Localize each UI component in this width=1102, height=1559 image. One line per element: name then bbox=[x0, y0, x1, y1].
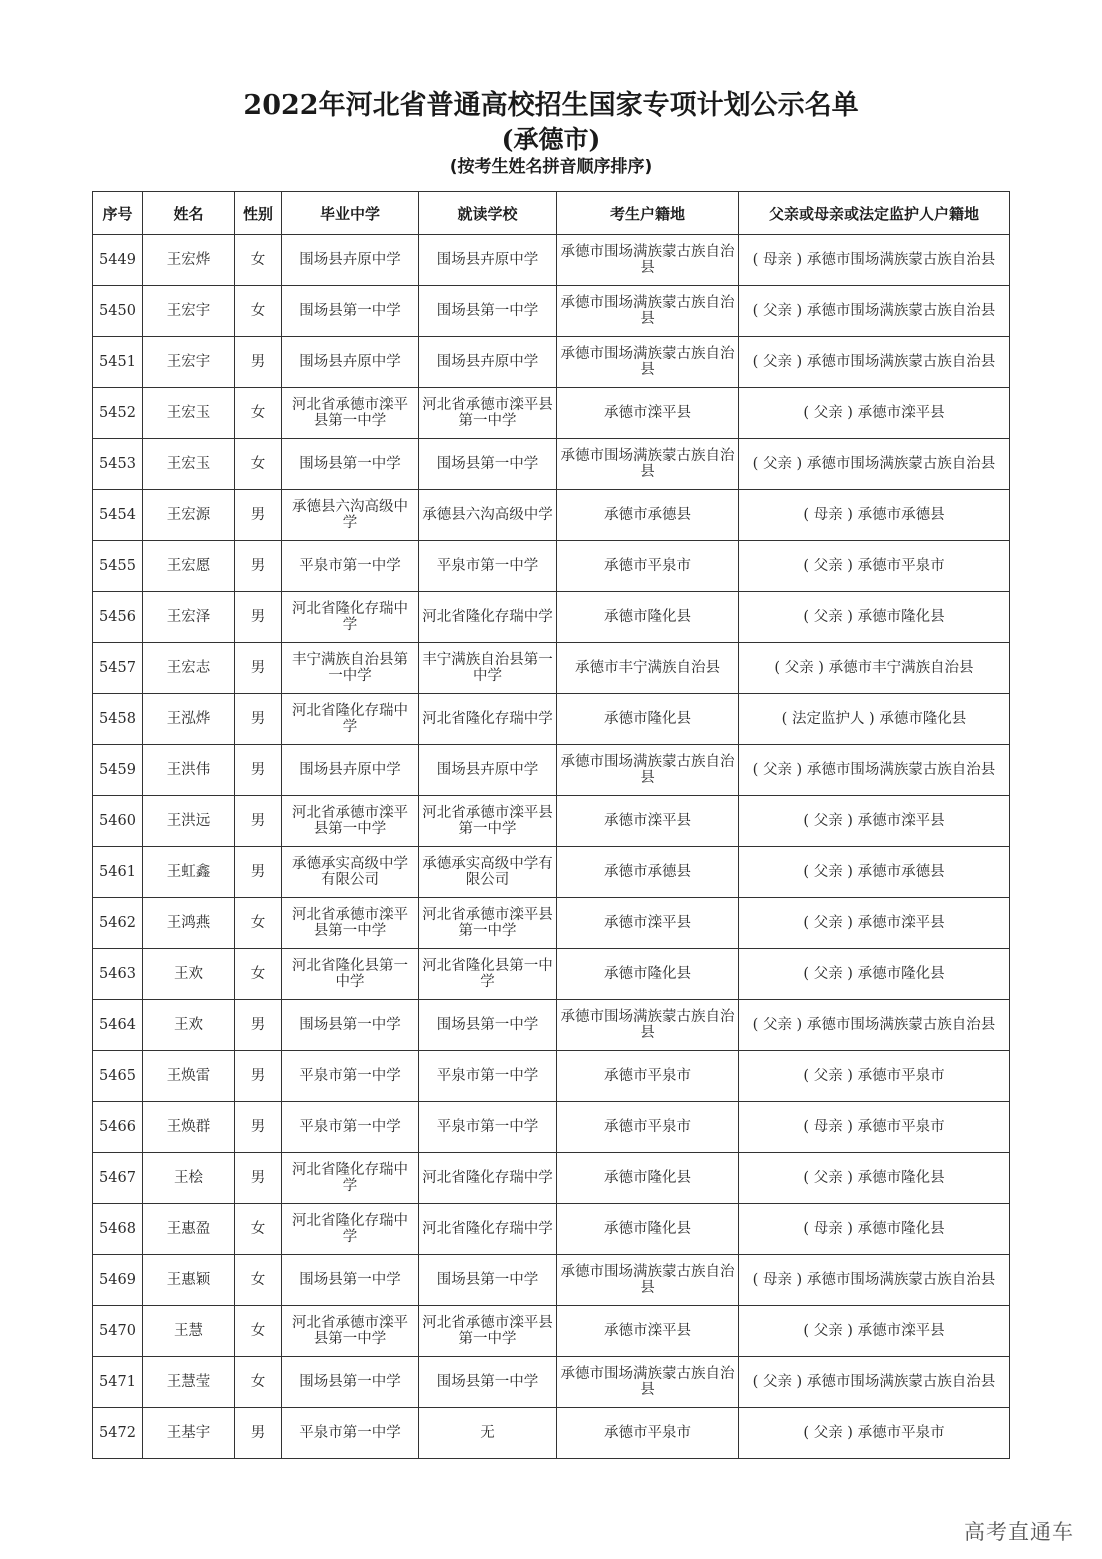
cell-name: 王宏玉 bbox=[143, 439, 235, 490]
cell-student-residence: 承德市平泉市 bbox=[557, 541, 739, 592]
cell-current-school: 平泉市第一中学 bbox=[419, 541, 557, 592]
cell-name: 王宏宇 bbox=[143, 337, 235, 388]
cell-guardian-residence: ( 母亲 ) 承德市围场满族蒙古族自治县 bbox=[739, 1255, 1010, 1306]
cell-gender: 女 bbox=[235, 1306, 282, 1357]
cell-current-school: 承德县六沟高级中学 bbox=[419, 490, 557, 541]
cell-current-school: 丰宁满族自治县第一中学 bbox=[419, 643, 557, 694]
table-row bbox=[93, 541, 1010, 592]
cell-graduation-school: 平泉市第一中学 bbox=[282, 1051, 419, 1102]
cell-guardian-residence: ( 父亲 ) 承德市滦平县 bbox=[739, 1306, 1010, 1357]
table-row bbox=[93, 1357, 1010, 1408]
cell-current-school: 围场县第一中学 bbox=[419, 1357, 557, 1408]
cell-graduation-school: 河北省承德市滦平县第一中学 bbox=[282, 388, 419, 439]
cell-guardian-residence: ( 父亲 ) 承德市围场满族蒙古族自治县 bbox=[739, 745, 1010, 796]
cell-gender: 女 bbox=[235, 439, 282, 490]
cell-seq: 5470 bbox=[93, 1306, 143, 1357]
cell-student-residence: 承德市丰宁满族自治县 bbox=[557, 643, 739, 694]
col-header-graduation-school: 毕业中学 bbox=[282, 192, 419, 235]
cell-guardian-residence: ( 父亲 ) 承德市滦平县 bbox=[739, 388, 1010, 439]
cell-name: 王洪远 bbox=[143, 796, 235, 847]
cell-seq: 5459 bbox=[93, 745, 143, 796]
cell-seq: 5453 bbox=[93, 439, 143, 490]
table-row bbox=[93, 1408, 1010, 1459]
cell-seq: 5472 bbox=[93, 1408, 143, 1459]
cell-name: 王惠盈 bbox=[143, 1204, 235, 1255]
cell-gender: 男 bbox=[235, 1102, 282, 1153]
table-row bbox=[93, 388, 1010, 439]
cell-seq: 5454 bbox=[93, 490, 143, 541]
cell-graduation-school: 河北省隆化存瑞中学 bbox=[282, 1153, 419, 1204]
cell-graduation-school: 河北省隆化存瑞中学 bbox=[282, 694, 419, 745]
col-header-guardian-residence: 父亲或母亲或法定监护人户籍地 bbox=[739, 192, 1010, 235]
cell-student-residence: 承德市围场满族蒙古族自治县 bbox=[557, 1357, 739, 1408]
cell-seq: 5464 bbox=[93, 1000, 143, 1051]
table-row bbox=[93, 235, 1010, 286]
table-row bbox=[93, 796, 1010, 847]
cell-graduation-school: 围场县卉原中学 bbox=[282, 235, 419, 286]
cell-seq: 5451 bbox=[93, 337, 143, 388]
document-title: 2022年河北省普通高校招生国家专项计划公示名单 bbox=[243, 90, 859, 121]
cell-student-residence: 承德市围场满族蒙古族自治县 bbox=[557, 1000, 739, 1051]
cell-seq: 5465 bbox=[93, 1051, 143, 1102]
cell-name: 王宏源 bbox=[143, 490, 235, 541]
col-header-gender: 性别 bbox=[235, 192, 282, 235]
cell-current-school: 围场县第一中学 bbox=[419, 1000, 557, 1051]
table-row bbox=[93, 847, 1010, 898]
cell-seq: 5456 bbox=[93, 592, 143, 643]
cell-guardian-residence: ( 母亲 ) 承德市隆化县 bbox=[739, 1204, 1010, 1255]
cell-current-school: 河北省承德市滦平县第一中学 bbox=[419, 1306, 557, 1357]
col-header-name: 姓名 bbox=[143, 192, 235, 235]
cell-graduation-school: 平泉市第一中学 bbox=[282, 1102, 419, 1153]
cell-seq: 5468 bbox=[93, 1204, 143, 1255]
cell-gender: 女 bbox=[235, 286, 282, 337]
cell-student-residence: 承德市围场满族蒙古族自治县 bbox=[557, 235, 739, 286]
cell-guardian-residence: ( 父亲 ) 承德市围场满族蒙古族自治县 bbox=[739, 1357, 1010, 1408]
table-header-row bbox=[93, 192, 1010, 235]
cell-student-residence: 承德市平泉市 bbox=[557, 1408, 739, 1459]
cell-gender: 男 bbox=[235, 796, 282, 847]
cell-student-residence: 承德市隆化县 bbox=[557, 1204, 739, 1255]
cell-guardian-residence: ( 父亲 ) 承德市平泉市 bbox=[739, 1408, 1010, 1459]
cell-name: 王慧莹 bbox=[143, 1357, 235, 1408]
cell-name: 王桧 bbox=[143, 1153, 235, 1204]
cell-name: 王宏宇 bbox=[143, 286, 235, 337]
cell-graduation-school: 承德承实高级中学有限公司 bbox=[282, 847, 419, 898]
cell-graduation-school: 平泉市第一中学 bbox=[282, 1408, 419, 1459]
cell-graduation-school: 河北省承德市滦平县第一中学 bbox=[282, 1306, 419, 1357]
cell-current-school: 平泉市第一中学 bbox=[419, 1051, 557, 1102]
cell-guardian-residence: ( 母亲 ) 承德市承德县 bbox=[739, 490, 1010, 541]
cell-graduation-school: 围场县第一中学 bbox=[282, 1255, 419, 1306]
cell-gender: 女 bbox=[235, 898, 282, 949]
cell-name: 王欢 bbox=[143, 949, 235, 1000]
cell-graduation-school: 河北省隆化存瑞中学 bbox=[282, 1204, 419, 1255]
table-row bbox=[93, 1051, 1010, 1102]
cell-gender: 女 bbox=[235, 949, 282, 1000]
cell-name: 王宏志 bbox=[143, 643, 235, 694]
cell-guardian-residence: ( 父亲 ) 承德市承德县 bbox=[739, 847, 1010, 898]
cell-student-residence: 承德市滦平县 bbox=[557, 796, 739, 847]
cell-seq: 5471 bbox=[93, 1357, 143, 1408]
cell-student-residence: 承德市承德县 bbox=[557, 490, 739, 541]
admission-roster-table bbox=[92, 191, 1010, 1459]
cell-current-school: 河北省隆化存瑞中学 bbox=[419, 1204, 557, 1255]
table-row bbox=[93, 1306, 1010, 1357]
cell-name: 王虹鑫 bbox=[143, 847, 235, 898]
cell-current-school: 围场县卉原中学 bbox=[419, 337, 557, 388]
table-row bbox=[93, 1204, 1010, 1255]
cell-graduation-school: 围场县第一中学 bbox=[282, 1357, 419, 1408]
cell-current-school: 河北省隆化存瑞中学 bbox=[419, 694, 557, 745]
cell-student-residence: 承德市隆化县 bbox=[557, 694, 739, 745]
cell-student-residence: 承德市滦平县 bbox=[557, 388, 739, 439]
cell-gender: 女 bbox=[235, 388, 282, 439]
table-row bbox=[93, 1255, 1010, 1306]
cell-guardian-residence: ( 父亲 ) 承德市围场满族蒙古族自治县 bbox=[739, 337, 1010, 388]
cell-seq: 5469 bbox=[93, 1255, 143, 1306]
col-header-seq: 序号 bbox=[93, 192, 143, 235]
cell-name: 王泓烨 bbox=[143, 694, 235, 745]
cell-name: 王慧 bbox=[143, 1306, 235, 1357]
cell-current-school: 围场县第一中学 bbox=[419, 1255, 557, 1306]
cell-seq: 5462 bbox=[93, 898, 143, 949]
cell-student-residence: 承德市隆化县 bbox=[557, 592, 739, 643]
cell-seq: 5457 bbox=[93, 643, 143, 694]
cell-graduation-school: 河北省承德市滦平县第一中学 bbox=[282, 898, 419, 949]
cell-guardian-residence: ( 父亲 ) 承德市隆化县 bbox=[739, 949, 1010, 1000]
cell-guardian-residence: ( 父亲 ) 承德市滦平县 bbox=[739, 898, 1010, 949]
cell-student-residence: 承德市围场满族蒙古族自治县 bbox=[557, 286, 739, 337]
cell-current-school: 无 bbox=[419, 1408, 557, 1459]
cell-current-school: 河北省隆化存瑞中学 bbox=[419, 592, 557, 643]
cell-gender: 女 bbox=[235, 235, 282, 286]
cell-gender: 男 bbox=[235, 1000, 282, 1051]
cell-seq: 5467 bbox=[93, 1153, 143, 1204]
table-body bbox=[93, 235, 1010, 1459]
cell-graduation-school: 河北省隆化县第一中学 bbox=[282, 949, 419, 1000]
table-row bbox=[93, 490, 1010, 541]
cell-guardian-residence: ( 父亲 ) 承德市围场满族蒙古族自治县 bbox=[739, 439, 1010, 490]
cell-current-school: 围场县卉原中学 bbox=[419, 235, 557, 286]
col-header-student-residence: 考生户籍地 bbox=[557, 192, 739, 235]
cell-student-residence: 承德市围场满族蒙古族自治县 bbox=[557, 745, 739, 796]
cell-seq: 5461 bbox=[93, 847, 143, 898]
cell-gender: 男 bbox=[235, 1408, 282, 1459]
cell-name: 王洪伟 bbox=[143, 745, 235, 796]
cell-guardian-residence: ( 父亲 ) 承德市隆化县 bbox=[739, 592, 1010, 643]
cell-seq: 5463 bbox=[93, 949, 143, 1000]
cell-graduation-school: 围场县第一中学 bbox=[282, 439, 419, 490]
table-row bbox=[93, 745, 1010, 796]
cell-guardian-residence: ( 父亲 ) 承德市平泉市 bbox=[739, 541, 1010, 592]
cell-student-residence: 承德市承德县 bbox=[557, 847, 739, 898]
cell-seq: 5458 bbox=[93, 694, 143, 745]
cell-name: 王惠颖 bbox=[143, 1255, 235, 1306]
cell-gender: 男 bbox=[235, 694, 282, 745]
cell-current-school: 河北省承德市滦平县第一中学 bbox=[419, 388, 557, 439]
cell-student-residence: 承德市围场满族蒙古族自治县 bbox=[557, 1255, 739, 1306]
cell-graduation-school: 丰宁满族自治县第一中学 bbox=[282, 643, 419, 694]
cell-name: 王焕群 bbox=[143, 1102, 235, 1153]
cell-gender: 男 bbox=[235, 643, 282, 694]
cell-gender: 女 bbox=[235, 1357, 282, 1408]
table-row bbox=[93, 1102, 1010, 1153]
cell-current-school: 围场县第一中学 bbox=[419, 439, 557, 490]
cell-current-school: 平泉市第一中学 bbox=[419, 1102, 557, 1153]
cell-graduation-school: 围场县卉原中学 bbox=[282, 337, 419, 388]
table-row bbox=[93, 337, 1010, 388]
cell-graduation-school: 围场县卉原中学 bbox=[282, 745, 419, 796]
cell-guardian-residence: ( 父亲 ) 承德市围场满族蒙古族自治县 bbox=[739, 286, 1010, 337]
cell-seq: 5449 bbox=[93, 235, 143, 286]
cell-student-residence: 承德市围场满族蒙古族自治县 bbox=[557, 439, 739, 490]
cell-guardian-residence: ( 父亲 ) 承德市滦平县 bbox=[739, 796, 1010, 847]
cell-student-residence: 承德市滦平县 bbox=[557, 1306, 739, 1357]
cell-current-school: 河北省隆化县第一中学 bbox=[419, 949, 557, 1000]
cell-student-residence: 承德市围场满族蒙古族自治县 bbox=[557, 337, 739, 388]
cell-name: 王鸿燕 bbox=[143, 898, 235, 949]
cell-name: 王基宇 bbox=[143, 1408, 235, 1459]
table-row bbox=[93, 949, 1010, 1000]
cell-student-residence: 承德市隆化县 bbox=[557, 1153, 739, 1204]
cell-guardian-residence: ( 父亲 ) 承德市丰宁满族自治县 bbox=[739, 643, 1010, 694]
cell-guardian-residence: ( 母亲 ) 承德市平泉市 bbox=[739, 1102, 1010, 1153]
cell-guardian-residence: ( 法定监护人 ) 承德市隆化县 bbox=[739, 694, 1010, 745]
cell-guardian-residence: ( 母亲 ) 承德市围场满族蒙古族自治县 bbox=[739, 235, 1010, 286]
sort-note: (按考生姓名拼音顺序排序) bbox=[449, 157, 653, 177]
table-row bbox=[93, 898, 1010, 949]
cell-seq: 5450 bbox=[93, 286, 143, 337]
cell-name: 王宏玉 bbox=[143, 388, 235, 439]
cell-guardian-residence: ( 父亲 ) 承德市平泉市 bbox=[739, 1051, 1010, 1102]
table-row bbox=[93, 694, 1010, 745]
table-row bbox=[93, 592, 1010, 643]
cell-seq: 5460 bbox=[93, 796, 143, 847]
cell-current-school: 承德承实高级中学有限公司 bbox=[419, 847, 557, 898]
cell-guardian-residence: ( 父亲 ) 承德市围场满族蒙古族自治县 bbox=[739, 1000, 1010, 1051]
cell-name: 王宏愿 bbox=[143, 541, 235, 592]
document-subtitle: (承德市) bbox=[501, 125, 601, 154]
table-row bbox=[93, 439, 1010, 490]
cell-graduation-school: 河北省承德市滦平县第一中学 bbox=[282, 796, 419, 847]
cell-gender: 男 bbox=[235, 592, 282, 643]
cell-gender: 男 bbox=[235, 745, 282, 796]
cell-guardian-residence: ( 父亲 ) 承德市隆化县 bbox=[739, 1153, 1010, 1204]
cell-gender: 男 bbox=[235, 1153, 282, 1204]
cell-seq: 5452 bbox=[93, 388, 143, 439]
cell-gender: 男 bbox=[235, 490, 282, 541]
cell-graduation-school: 围场县第一中学 bbox=[282, 1000, 419, 1051]
cell-name: 王欢 bbox=[143, 1000, 235, 1051]
table-row bbox=[93, 286, 1010, 337]
cell-current-school: 河北省承德市滦平县第一中学 bbox=[419, 898, 557, 949]
cell-gender: 男 bbox=[235, 847, 282, 898]
col-header-current-school: 就读学校 bbox=[419, 192, 557, 235]
table-row bbox=[93, 1000, 1010, 1051]
cell-graduation-school: 围场县第一中学 bbox=[282, 286, 419, 337]
cell-gender: 男 bbox=[235, 541, 282, 592]
cell-student-residence: 承德市平泉市 bbox=[557, 1102, 739, 1153]
cell-seq: 5455 bbox=[93, 541, 143, 592]
cell-student-residence: 承德市平泉市 bbox=[557, 1051, 739, 1102]
cell-gender: 女 bbox=[235, 1255, 282, 1306]
cell-current-school: 河北省承德市滦平县第一中学 bbox=[419, 796, 557, 847]
cell-graduation-school: 河北省隆化存瑞中学 bbox=[282, 592, 419, 643]
cell-gender: 男 bbox=[235, 337, 282, 388]
cell-name: 王焕雷 bbox=[143, 1051, 235, 1102]
cell-graduation-school: 承德县六沟高级中学 bbox=[282, 490, 419, 541]
cell-graduation-school: 平泉市第一中学 bbox=[282, 541, 419, 592]
cell-gender: 男 bbox=[235, 1051, 282, 1102]
watermark: 高考直通车 bbox=[964, 1520, 1074, 1544]
cell-gender: 女 bbox=[235, 1204, 282, 1255]
cell-current-school: 河北省隆化存瑞中学 bbox=[419, 1153, 557, 1204]
table-row bbox=[93, 1153, 1010, 1204]
cell-name: 王宏泽 bbox=[143, 592, 235, 643]
cell-current-school: 围场县卉原中学 bbox=[419, 745, 557, 796]
cell-current-school: 围场县第一中学 bbox=[419, 286, 557, 337]
cell-student-residence: 承德市滦平县 bbox=[557, 898, 739, 949]
cell-student-residence: 承德市隆化县 bbox=[557, 949, 739, 1000]
cell-seq: 5466 bbox=[93, 1102, 143, 1153]
cell-name: 王宏烨 bbox=[143, 235, 235, 286]
table-row bbox=[93, 643, 1010, 694]
